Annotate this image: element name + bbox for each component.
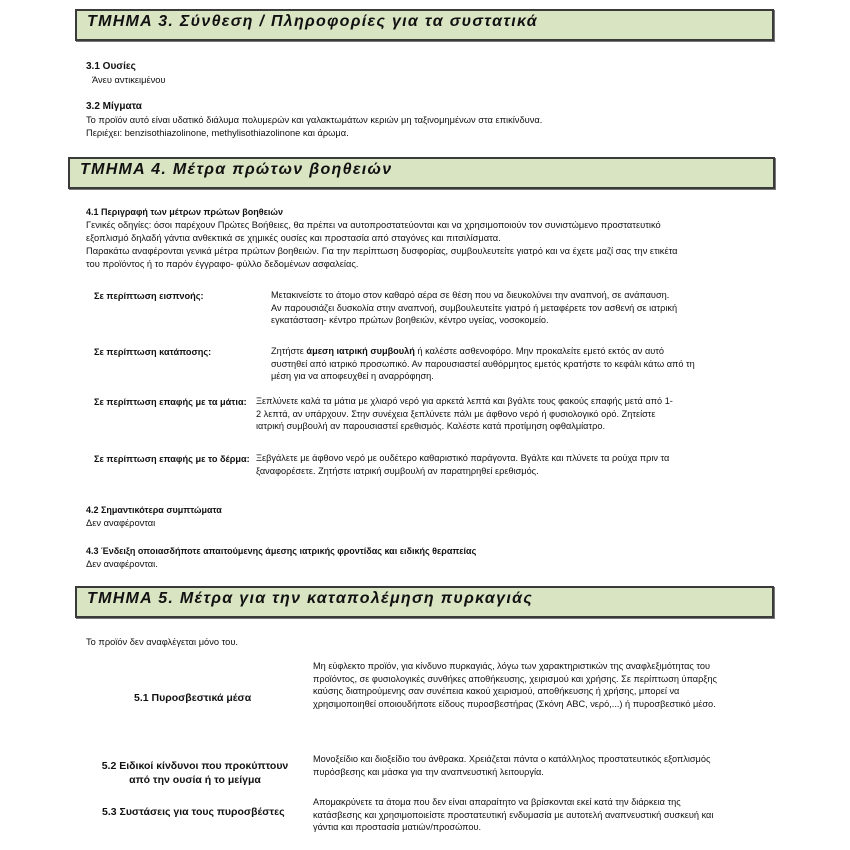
s52-label xyxy=(95,759,295,787)
section3-title: ΤΜΗΜΑ 3. Σύνθεση / Πληροφορίες για τα συστατικά xyxy=(87,13,538,30)
ingestion-post: ή καλέστε ασθενοφόρο. Μην προκαλείτε εμετό εκτός αν αυτό xyxy=(414,346,665,356)
inhalation-line: εγκατάσταση- κέντρο πρώτων βοηθειών, κέντρο υγείας, νοσοκομείο. xyxy=(271,315,549,325)
s41-heading: 4.1 Περιγραφή των μέτρων πρώτων βοηθειών xyxy=(86,207,283,217)
s53-label: 5.3 Συστάσεις για τους πυροσβέστες xyxy=(102,806,285,818)
s52-line: Μονοξείδιο και διοξείδιο του άνθρακα. Χρειάζεται πάντα ο κατάλληλος προστατευτικός εξοπλισμός xyxy=(313,754,711,764)
section5-intro: Το προϊόν δεν αναφλέγεται μόνο του. xyxy=(86,637,239,647)
s31-heading: 3.1 Ουσίες xyxy=(86,61,136,72)
s53-line: κατάσβεσης και χρησιμοποιείστε προστατευτική ενδυμασία με αυτοτελή αναπνευστική συσκευή και xyxy=(313,809,714,820)
s53-text xyxy=(313,796,783,834)
s41-line2: εξοπλισμό δηλαδή γάντια ανθεκτικά σε χημικές ουσίες και προστασία από σταγόνες και πιτσιλίσματα. xyxy=(86,233,501,243)
section3-banner xyxy=(75,9,774,41)
s51-text xyxy=(313,660,773,710)
s32-line2: Περιέχει: benzisothiazolinone, methylisothiazolinone και άρωμα. xyxy=(86,128,349,138)
section5-banner xyxy=(75,586,774,618)
s51-label: 5.1 Πυροσβεστικά μέσα xyxy=(134,692,252,704)
s53-line: Απομακρύνετε τα άτομα που δεν είναι απαραίτητο να βρίσκονται εκεί κατά την διάρκεια της xyxy=(313,797,681,807)
s51-line: προϊόντος, σε φυσιολογικές συνθήκες αποθήκευσης, χειρισμού και χρήσης. Σε περίπτωση ύπαρξης xyxy=(313,673,717,684)
eyes-line: ιατρική συμβουλή αν παρουσιαστεί ερεθισμός. Καλέστε κατά προτίμηση οφθαλμίατρο. xyxy=(256,421,606,431)
skin-label: Σε περίπτωση επαφής με το δέρμα: xyxy=(94,454,250,464)
ingestion-label: Σε περίπτωση κατάποσης: xyxy=(94,347,212,357)
s51-line: καύσης διατηρούμενης σαν συνέπεια κακού χειρισμού, αποθήκευσης ή χρήσης, μπορεί να xyxy=(313,686,680,696)
s52-label-line: 5.2 Ειδικοί κίνδυνοι που προκύπτουν xyxy=(101,760,289,772)
ingestion-text xyxy=(271,345,751,383)
s41-line1: Γενικές οδηγίες: όσοι παρέχουν Πρώτες Βοήθειες, θα πρέπει να αυτοπροστατεύονται και να χρησιμοποιούν τον συνιστώμενο προστατευτικό xyxy=(86,220,661,230)
ingestion-line xyxy=(271,345,751,358)
eyes-text xyxy=(256,395,746,433)
skin-line: Ξεβγάλετε με άφθονο νερό με ουδέτερο καθαριστικό παράγοντα. Βγάλτε και πλύνετε τα ρούχα πριν τα xyxy=(256,453,670,463)
ingestion-line: μέση για να αποφευχθεί η αναρρόφηση. xyxy=(271,371,434,381)
inhalation-line: Μετακινείστε το άτομο στον καθαρό αέρα σε θέση που να διευκολύνει την αναπνοή, σε ανάπαυση. xyxy=(271,290,670,300)
ingestion-line: συστηθεί από ιατρικό προσωπικό. Αν παρουσιαστεί αυθόρμητος εμετός κρατήστε το κεφάλι κάτω από τη xyxy=(271,358,695,369)
ingestion-pre: Ζητήστε xyxy=(271,346,307,356)
s53-line: γάντια και προστασία ματιών/προσώπου. xyxy=(313,822,482,832)
s32-line1: Το προϊόν αυτό είναι υδατικό διάλυμα πολυμερών και γαλακτωμάτων κεριών μη ταξινομημένων στα επικίνδυνα. xyxy=(86,115,543,125)
section4-banner xyxy=(68,157,775,189)
s51-line: χρησιμοποιηθεί οποιουδήποτε είδους πυροσβεστήρας (Σκόνη ABC, νερό,...) ή πυροσβεστικό μέσο. xyxy=(313,698,716,709)
ingestion-bold: άμεση ιατρική συμβουλή xyxy=(306,346,415,356)
s52-line: πυρόσβεσης και μάσκα για την αναπνευστική λειτουργία. xyxy=(313,766,544,777)
skin-text xyxy=(256,452,751,477)
s41-line3: Παρακάτω αναφέρονται γενικά μέτρα πρώτων βοηθειών. Για την περίπτωση δυσφορίας, συμβουλευτείτε γιατρό και να έχετε μαζί σας την ετικέτα xyxy=(86,246,678,256)
s43-text: Δεν αναφέρονται. xyxy=(86,559,158,569)
inhalation-text xyxy=(271,289,751,327)
section5-title: ΤΜΗΜΑ 5. Μέτρα για την καταπολέμηση πυρκαγιάς xyxy=(87,590,534,607)
s52-label-line: από την ουσία ή το μείγμα xyxy=(129,774,261,786)
eyes-line: Ξεπλύνετε καλά τα μάτια με χλιαρό νερό για αρκετά λεπτά και βγάλτε τους φακούς επαφής μετά από 1- xyxy=(256,396,673,406)
s32-heading: 3.2 Μίγματα xyxy=(86,101,142,112)
inhalation-label: Σε περίπτωση εισπνοής: xyxy=(94,291,204,301)
skin-line: ξαναφορέσετε. Ζητήστε ιατρική συμβουλή αν παρατηρηθεί ερεθισμός. xyxy=(256,465,539,476)
eyes-label: Σε περίπτωση επαφής με τα μάτια: xyxy=(94,397,247,407)
s31-text: Άνευ αντικειμένου xyxy=(92,75,166,85)
s41-line4: του προϊόντος ή το παρόν έγγραφο- φύλλο δεδομένων ασφαλείας. xyxy=(86,259,359,269)
s51-line: Μη εύφλεκτο προϊόν, για κίνδυνο πυρκαγιάς, λόγω των χαρακτηριστικών της αναφλεξιμότητας του xyxy=(313,661,711,671)
s52-text xyxy=(313,753,773,778)
inhalation-line: Αν παρουσιάζει δυσκολία στην αναπνοή, συμβουλευτείτε γιατρό ή μεταφέρετε τον ασθενή σε ιατρική xyxy=(271,302,678,313)
s42-text: Δεν αναφέρονται xyxy=(86,518,156,528)
section4-title: ΤΜΗΜΑ 4. Μέτρα πρώτων βοηθειών xyxy=(80,161,393,178)
s43-heading: 4.3 Ένδειξη οποιασδήποτε απαιτούμενης άμεσης ιατρικής φροντίδας και ειδικής θεραπείας xyxy=(86,546,477,556)
s42-heading: 4.2 Σημαντικότερα συμπτώματα xyxy=(86,505,222,515)
eyes-line: 2 λεπτά, αν υπάρχουν. Στην συνέχεια ξεπλύνετε πάλι με άφθονο νερό ή φυσιολογικό ορό. Ζητείστε xyxy=(256,408,656,419)
